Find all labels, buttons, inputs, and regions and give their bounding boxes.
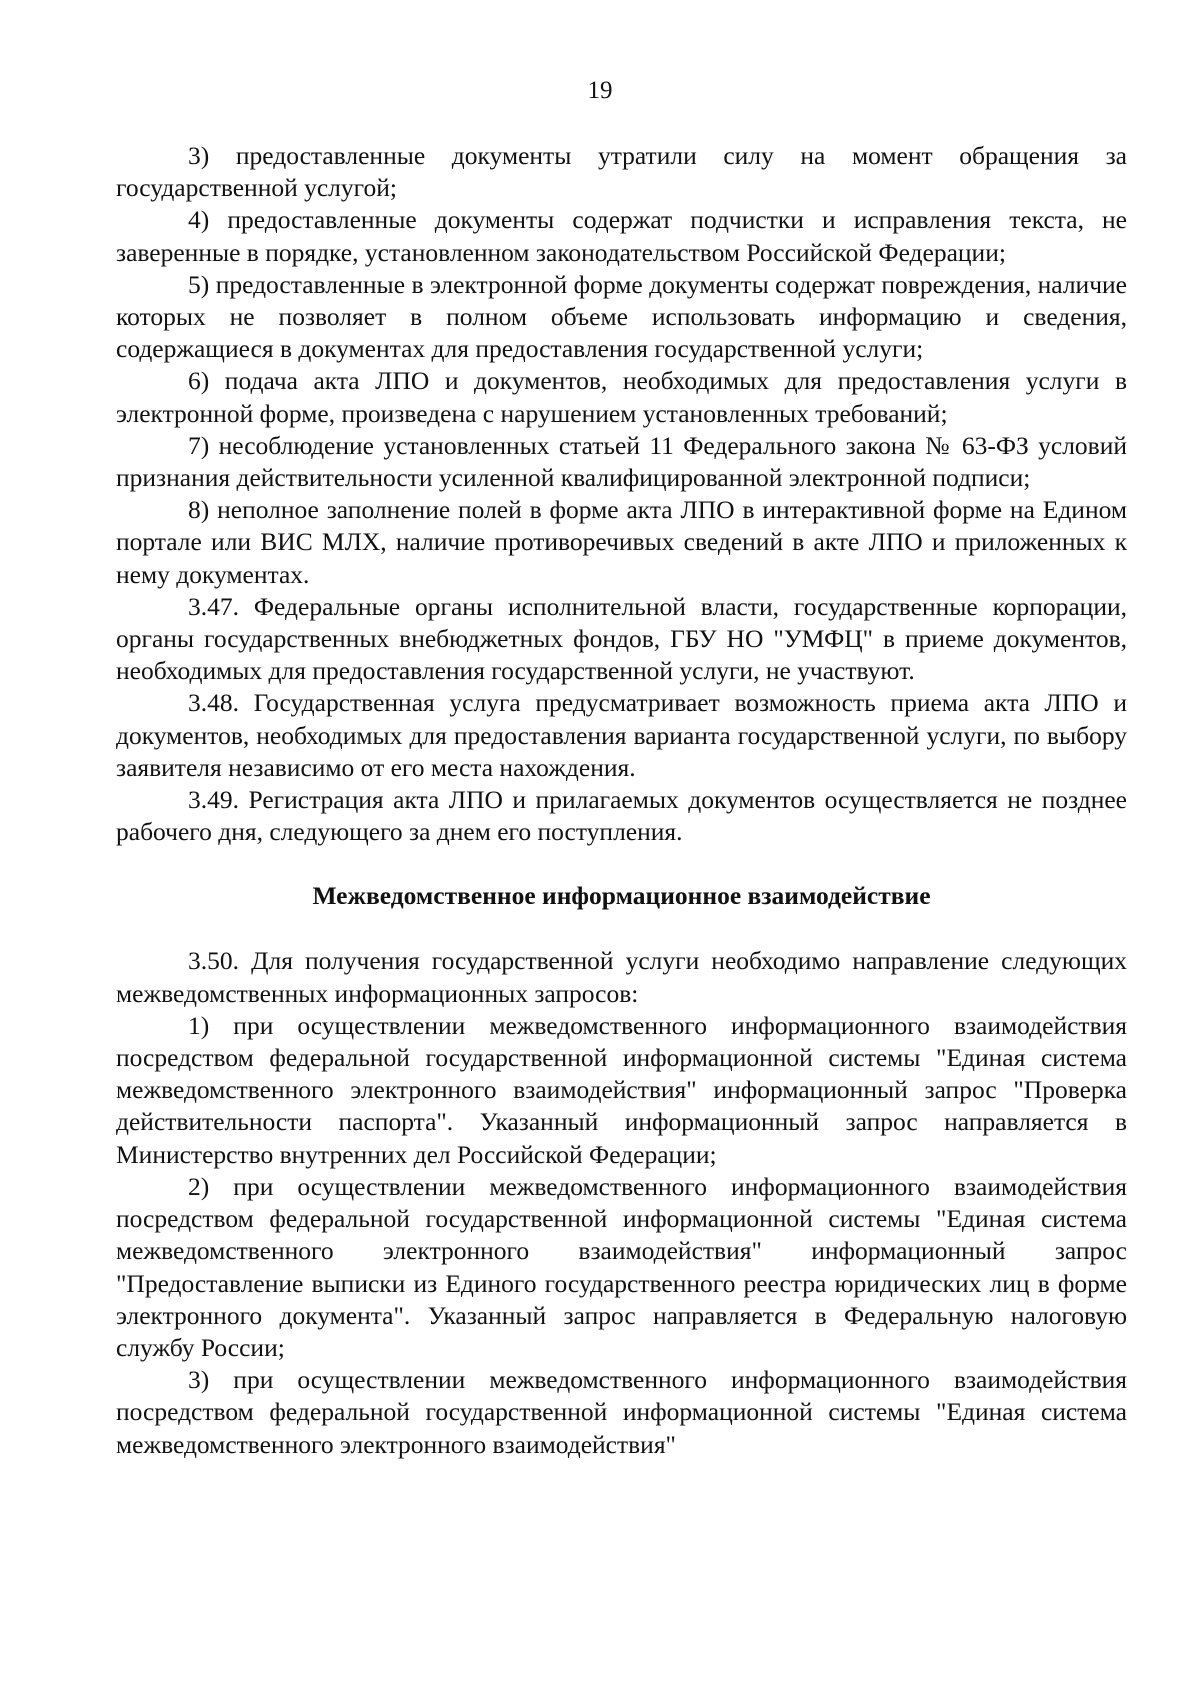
request-item-2: 2) при осуществлении межведомственного информационного взаимодействия посредством федеральной государственной информационной системы "Единая система межведомственного электронного взаимодействия" информационный запрос "Предоставление выписки из Единого государственного реестра юридических лиц в форме электронного документа". Указанный запрос направляется в Федеральную налоговую службу России; [116,1171,1127,1362]
document-body [116,140,1127,1461]
list-item-6: 6) подача акта ЛПО и документов, необходимых для предоставления услуги в электронной форме, произведена с нарушением установленных требований; [116,366,1127,428]
clause-3-48: 3.48. Государственная услуга предусматривает возможность приема акта ЛПО и документов, необходимых для предоставления варианта государственной услуги, по выбору заявителя независимо от его места нахождения. [116,688,1127,782]
clause-3-50: 3.50. Для получения государственной услуги необходимо направление следующих межведомственных информационных запросов: [116,946,1127,1008]
request-item-1: 1) при осуществлении межведомственного информационного взаимодействия посредством федеральной государственной информационной системы "Единая система межведомственного электронного взаимодействия" информационный запрос "Проверка действительности паспорта". Указанный информационный запрос направляется в Министерство внутренних дел Российской Федерации; [116,1010,1127,1169]
list-item-3: 3) предоставленные документы утратили силу на момент обращения за государственной услугой; [116,141,1127,203]
list-item-5: 5) предоставленные в электронной форме документы содержат повреждения, наличие которых не позволяет в полном объеме использовать информацию и сведения, содержащиеся в документах для предоставления государственной услуги; [116,269,1127,364]
section-heading: Межведомственное информационное взаимодействие [312,881,931,911]
list-item-8: 8) неполное заполнение полей в форме акта ЛПО в интерактивной форме на Едином портале или ВИС МЛХ, наличие противоречивых сведений в акте ЛПО и приложенных к нему документах. [116,495,1127,589]
request-item-3: 3) при осуществлении межведомственного информационного взаимодействия посредством федеральной государственной информационной системы "Единая система межведомственного электронного взаимодействия" [116,1365,1127,1459]
clause-3-47: 3.47. Федеральные органы исполнительной власти, государственные корпорации, органы государственных внебюджетных фондов, ГБУ НО "УМФЦ" в приеме документов, необходимых для предоставления государственной услуги, не участвуют. [116,591,1127,686]
clause-3-49: 3.49. Регистрация акта ЛПО и прилагаемых документов осуществляется не позднее рабочего дня, следующего за днем его поступления. [116,785,1127,847]
list-item-7: 7) несоблюдение установленных статьей 11 Федерального закона № 63-ФЗ условий признания действительности усиленной квалифицированной электронной подписи; [116,430,1127,493]
page-number: 19 [587,77,613,104]
list-item-4: 4) предоставленные документы содержат подчистки и исправления текста, не заверенные в порядке, установленном законодательством Российской Федерации; [116,205,1127,267]
